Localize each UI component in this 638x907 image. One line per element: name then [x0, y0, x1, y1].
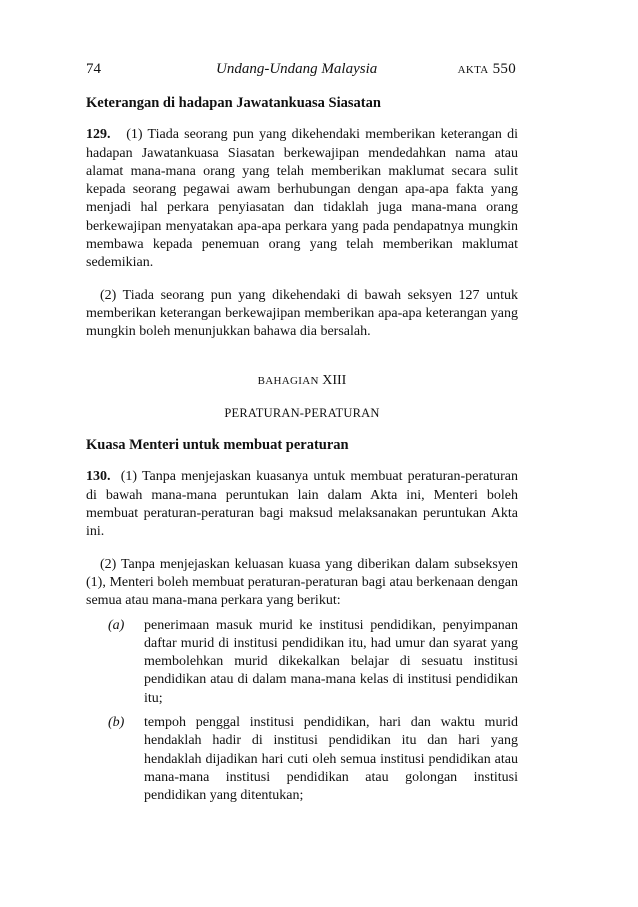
section-129-subsection-1 [86, 126, 518, 272]
section-129-heading: Keterangan di hadapan Jawatankuasa Siasatan [86, 95, 381, 111]
running-header [86, 61, 516, 83]
list-item-label: (a) [108, 617, 125, 633]
part-word: BAHAGIAN [257, 374, 319, 387]
act-word: AKTA [457, 64, 489, 76]
section-129-p1-text: (1) Tiada seorang pun yang dikehendaki memberikan keterangan di hadapan Jawatankuasa Siasatan berkewajipan mendedahkan nama atau alamat mana-mana orang yang telah memberikan maklumat secara sulit kepada seorang pegawai awam berhubungan dengan apa-apa fakta yang menjadi hal perkara penyiasatan dan tidaklah juga mana-mana orang berkewajipan menyatakan apa-apa perkara yang pada pendapatnya mungkin membawa kepada penemuan orang yang telah memberikan maklumat sedemikian. [86, 127, 519, 271]
list-item [108, 617, 518, 708]
section-130-subsection-1 [86, 468, 518, 541]
section-129-number: 129. [86, 127, 111, 143]
part-title [86, 372, 518, 390]
section-129-subsection-2: (2) Tiada seorang pun yang dikehendaki di bawah seksyen 127 untuk memberikan keterangan berkewajipan memberikan apa-apa keterangan yang mungkin boleh menunjukkan bahawa dia bersalah. [86, 287, 518, 340]
header-title: Undang-Undang Malaysia [216, 61, 378, 77]
list-item [108, 714, 518, 805]
section-130-heading: Kuasa Menteri untuk membuat peraturan [86, 437, 349, 454]
list-item-text: tempoh penggal institusi pendidikan, hari dan waktu murid hendaklah hadir di institusi pendidikan itu dan hari yang hendaklah dijadikan hari cuti oleh semua institusi pendidikan atau mana-mana institusi pendidikan atau golongan institusi pendidikan yang ditentukan; [144, 715, 518, 804]
list-item-text: penerimaan masuk murid ke institusi pendidikan, penyimpanan daftar murid di institusi pendidikan itu, had umur dan syarat yang membolehkan murid dikekalkan belajar di sesuatu institusi pendidikan atau di dalam mana-mana kelas di institusi pendidikan itu; [144, 617, 518, 706]
body-text [86, 94, 518, 806]
part-numeral: XIII [322, 372, 347, 388]
section-130-p1-text: (1) Tanpa menjejaskan kuasanya untuk membuat peraturan-peraturan di bawah mana-mana peruntukan lain dalam Akta ini, Menteri boleh membuat peraturan-peraturan bagi maksud melaksanakan peruntukan Akta ini. [86, 469, 518, 540]
section-130-subsection-2: (2) Tanpa menjejaskan keluasan kuasa yang diberikan dalam subseksyen (1), Menteri boleh membuat peraturan-peraturan bagi atau berkenaan dengan semua atau mana-mana perkara yang berikut: [86, 556, 518, 609]
list-item-label: (b) [108, 715, 125, 731]
act-reference [458, 61, 516, 78]
page-number: 74 [86, 61, 101, 77]
section-130-number: 130. [86, 469, 111, 485]
act-number: 550 [492, 61, 516, 77]
part-subtitle: PERATURAN-PERATURAN [224, 405, 380, 420]
